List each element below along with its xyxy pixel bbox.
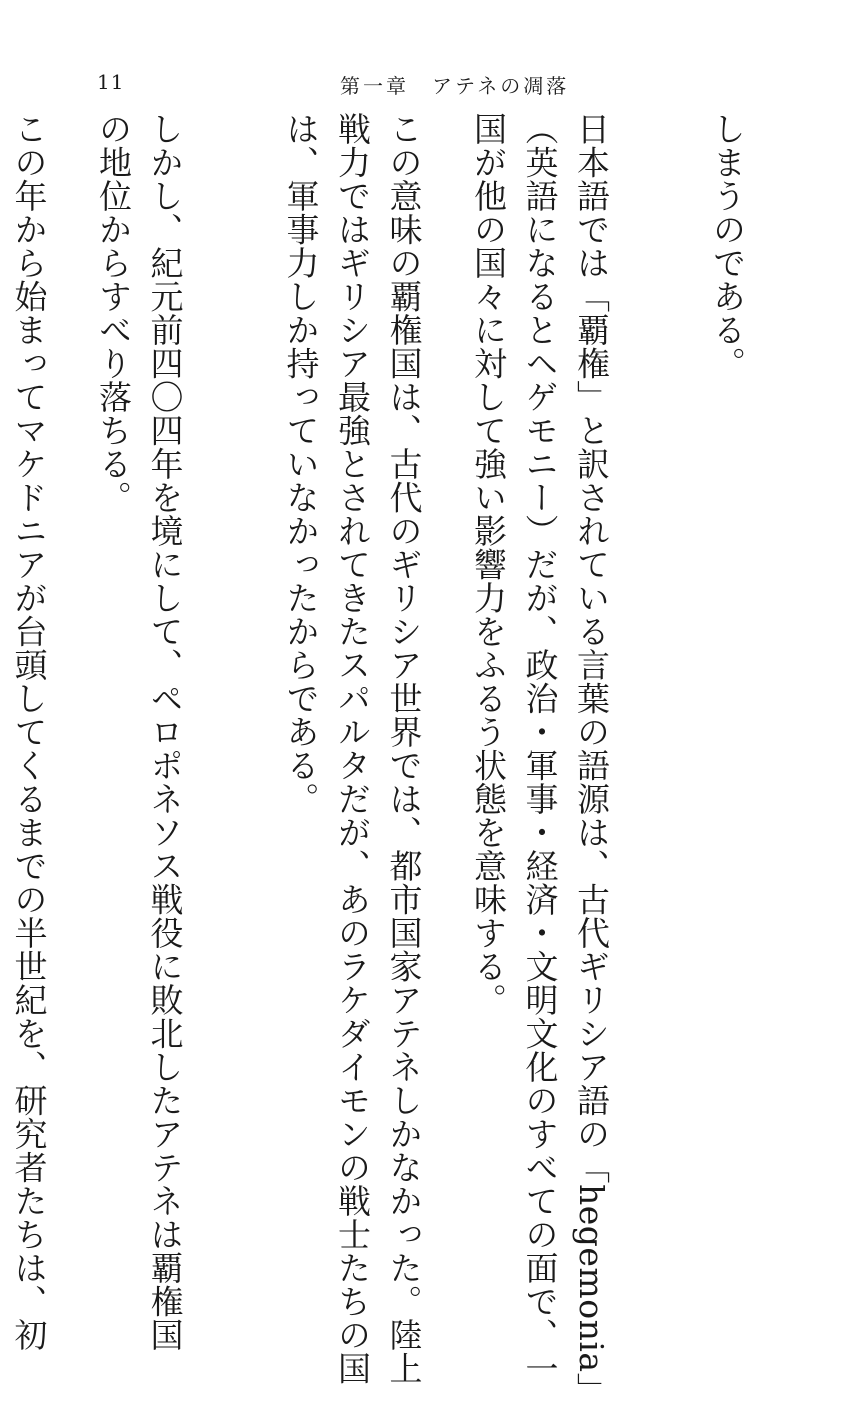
vertical-body-text [9, 112, 753, 1406]
text-line: 戦力ではギリシア最強とされてきたスパルタだが、あのラケダイモンの戦士たちの国 [333, 112, 372, 1385]
page-number: 11 [97, 70, 125, 94]
text-line: この年から始まってマケドニアが台頭してくるまでの半世紀を、研究者たちは、初 [9, 112, 49, 1352]
text-line: 日本語では「覇権」と訳されている言葉の語源は、古代ギリシア語の「hegemonia」 [572, 112, 611, 1406]
text-line: の地位からすべり落ちる。 [94, 112, 133, 514]
text-line [0, 112, 3, 1152]
text-line: しまうのである。 [708, 112, 747, 380]
page-header [0, 70, 841, 100]
text-line: は、軍事力しか持っていなかったからである。 [281, 112, 321, 816]
text-line: （英語になるとヘゲモニー）だが、政治・軍事・経済・文明文化のすべての面で、一 [520, 112, 560, 1385]
running-head: 第一章 アテネの凋落 [340, 74, 570, 98]
text-line: 国が他の国々に対して強い影響力をふるう状態を意味する。 [469, 112, 508, 1017]
text-line: しかし、紀元前四〇四年を境にして、ペロポネソス戦役に敗北したアテネは覇権国 [145, 112, 185, 1352]
text-line: この意味の覇権国は、古代のギリシア世界では、都市国家アテネしかなかった。陸上 [384, 112, 424, 1385]
